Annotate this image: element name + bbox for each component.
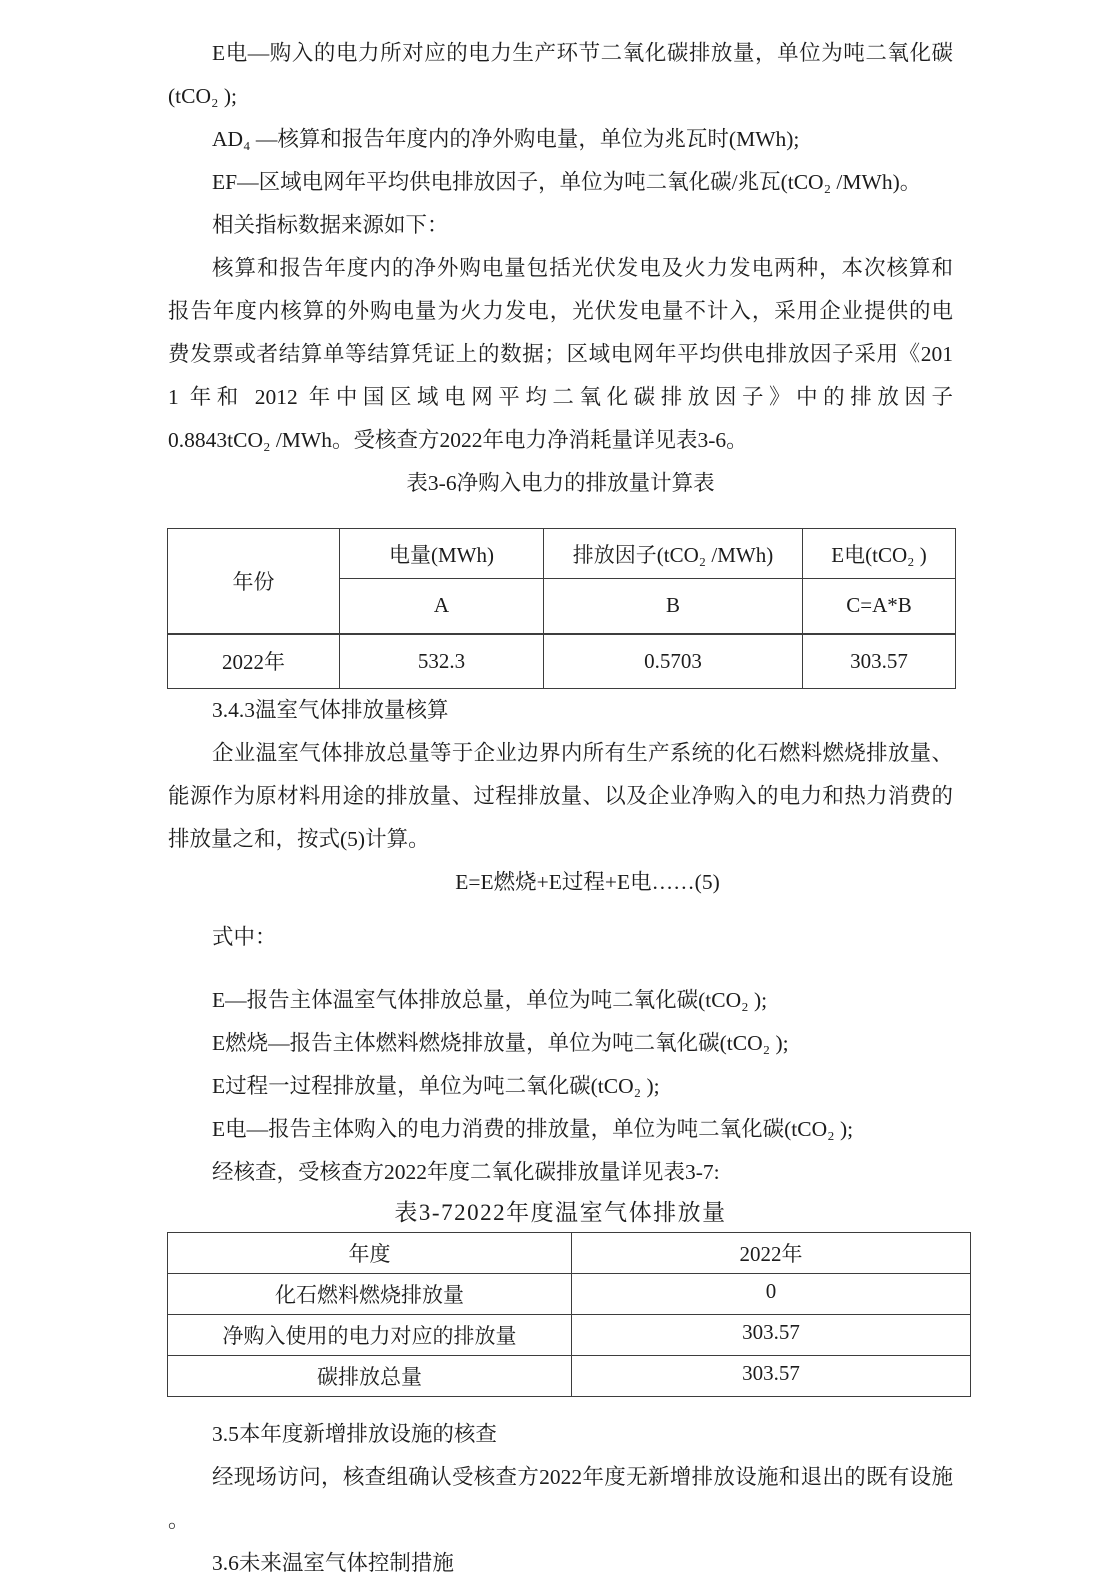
table-cell-emission-factor-value: 0.5703 — [544, 634, 803, 689]
table-cell-label: 净购入使用的电力对应的排放量 — [168, 1315, 572, 1356]
table-3-6-header-row — [168, 529, 956, 579]
paragraph-line: 能源作为原材料用途的排放量、过程排放量、以及企业净购入的电力和热力消费的 — [168, 784, 953, 808]
definition-line-e: E—报告主体温室气体排放总量，单位为吨二氧化碳(tCO₂ ); — [212, 988, 768, 1012]
table-cell-value: 303.57 — [572, 1315, 971, 1356]
definition-line-e-combustion: E燃烧—报告主体燃料燃烧排放量，单位为吨二氧化碳(tCO₂ ); — [212, 1031, 789, 1055]
paragraph-line: 经现场访问，核查组确认受核查方2022年度无新增排放设施和退出的既有设施 — [212, 1465, 953, 1489]
paragraph-line: 相关指标数据来源如下： — [212, 213, 449, 237]
table-3-6 — [167, 528, 956, 689]
emission-formula: E=E燃烧+E过程+E电……(5) — [455, 870, 720, 894]
table-cell-value: 2022年 — [572, 1233, 971, 1274]
paragraph-line: E电—购入的电力所对应的电力生产环节二氧化碳排放量，单位为吨二氧化碳 — [212, 41, 953, 65]
paragraph-line: 报告年度内核算的外购电量为火力发电，光伏发电量不计入，采用企业提供的电 — [168, 299, 953, 323]
table-cell-sub-c: C=A*B — [803, 579, 956, 634]
definition-line-e-power: E电—报告主体购入的电力消费的排放量，单位为吨二氧化碳(tCO₂ ); — [212, 1117, 854, 1141]
table-cell-e-power-header: E电(tCO₂ ) — [803, 529, 956, 579]
paragraph-line: 费发票或者结算单等结算凭证上的数据；区域电网年平均供电排放因子采用《201 — [168, 342, 953, 366]
table-cell-sub-b: B — [544, 579, 803, 634]
paragraph-line: 企业温室气体排放总量等于企业边界内所有生产系统的化石燃料燃烧排放量、 — [212, 741, 953, 765]
table-cell-value: 303.57 — [572, 1356, 971, 1397]
table-cell-label: 化石燃料燃烧排放量 — [168, 1274, 572, 1315]
paragraph-line: 排放量之和，按式(5)计算。 — [168, 827, 430, 851]
table-cell-year-value: 2022年 — [168, 634, 340, 689]
table-cell-emission-factor-header: 排放因子(tCO₂ /MWh) — [544, 529, 803, 579]
table-cell-value: 0 — [572, 1274, 971, 1315]
table-row — [168, 1274, 971, 1315]
table-row — [168, 1233, 971, 1274]
paragraph-line: 式中： — [212, 925, 277, 949]
table-cell-sub-a: A — [340, 579, 544, 634]
paragraph-line: 。 — [168, 1508, 190, 1532]
table-row — [168, 1315, 971, 1356]
table-3-7-caption: 表3-72022年度温室气体排放量 — [394, 1200, 727, 1225]
table-row — [168, 1356, 971, 1397]
table-cell-label: 碳排放总量 — [168, 1356, 572, 1397]
table-cell-e-power-value: 303.57 — [803, 634, 956, 689]
paragraph-line: (tCO₂ ); — [168, 84, 238, 108]
paragraph-line: 核算和报告年度内的净外购电量包括光伏发电及火力发电两种，本次核算和 — [212, 256, 953, 280]
table-cell-year-header: 年份 — [168, 529, 340, 634]
section-heading-3-4-3: 3.4.3温室气体排放量核算 — [212, 698, 449, 722]
table-3-6-data-row — [168, 634, 956, 689]
paragraph-line: 0.8843tCO₂ /MWh。受核查方2022年电力净消耗量详见表3-6。 — [168, 428, 748, 452]
table-cell-electricity-header: 电量(MWh) — [340, 529, 544, 579]
paragraph-line: 1 年和 2012 年中国区域电网平均二氧化碳排放因子》中的排放因子 — [168, 385, 953, 409]
table-cell-electricity-value: 532.3 — [340, 634, 544, 689]
table-3-7 — [167, 1232, 971, 1397]
document-content — [168, 0, 953, 1584]
paragraph-line: 经核查，受核查方2022年度二氧化碳排放量详见表3-7: — [212, 1160, 720, 1184]
paragraph-line: AD₄ —核算和报告年度内的净外购电量，单位为兆瓦时(MWh); — [212, 127, 800, 151]
section-heading-3-5: 3.5本年度新增排放设施的核查 — [212, 1422, 497, 1446]
paragraph-line: EF—区域电网年平均供电排放因子，单位为吨二氧化碳/兆瓦(tCO₂ /MWh)。 — [212, 170, 922, 194]
section-heading-3-6: 3.6未来温室气体控制措施 — [212, 1551, 454, 1575]
definition-line-e-process: E过程一过程排放量，单位为吨二氧化碳(tCO₂ ); — [212, 1074, 660, 1098]
table-cell-label: 年度 — [168, 1233, 572, 1274]
table-3-6-caption: 表3-6净购入电力的排放量计算表 — [406, 471, 715, 495]
